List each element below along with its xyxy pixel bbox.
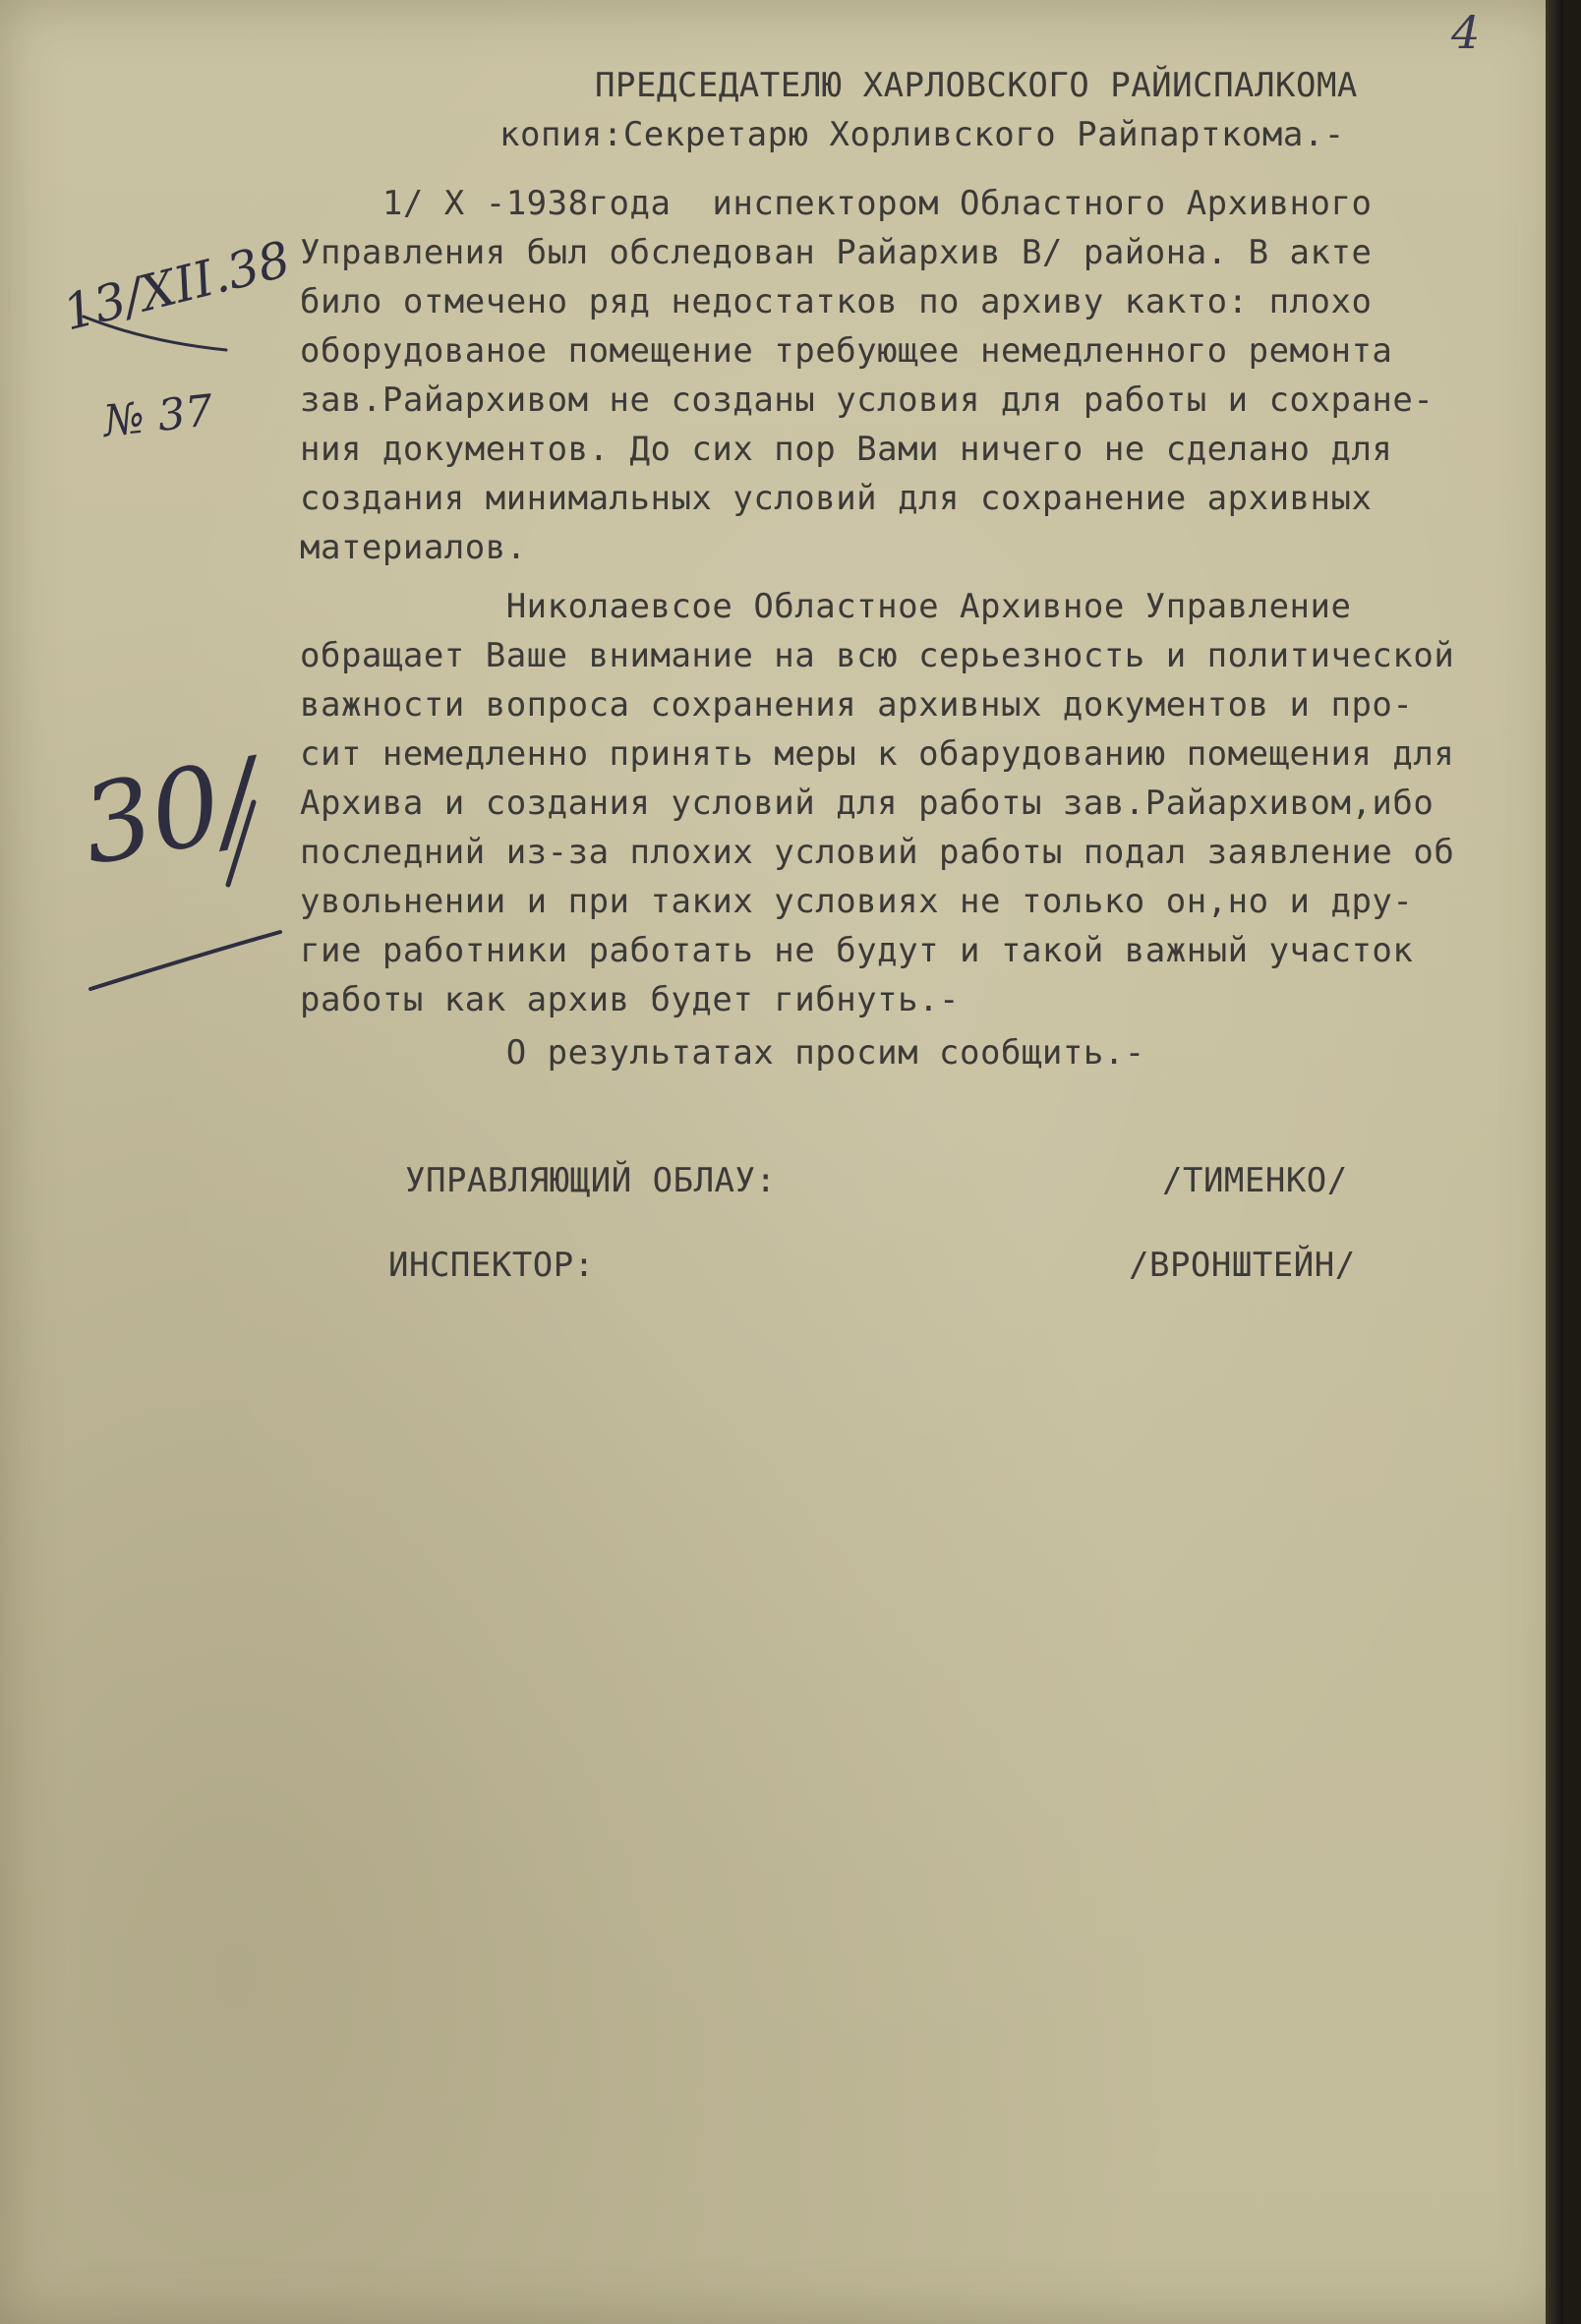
paragraph-2-line: гие работники работать не будут и такой важный участок — [300, 931, 1414, 970]
paragraph-1-line: 1/ Х -1938года инспектором Областного Архивного — [300, 184, 1373, 223]
paragraph-2-line: увольнении и при таких условиях не только он,но и дру- — [300, 882, 1414, 921]
page-edge-shadow — [1546, 0, 1563, 2324]
signature-name: /ВРОНШТЕЙН/ — [1129, 1246, 1356, 1285]
paragraph-2-line: обращает Ваше внимание на всю серьезность и политической — [300, 636, 1455, 675]
paragraph-1-line: создания минимальных условий для сохранение архивных — [300, 479, 1373, 518]
paragraph-2-line: Архива и создания условий для работы зав.Райархивом,ибо — [300, 784, 1435, 823]
paragraph-2-line: Николаевсое Областное Архивное Управление — [300, 587, 1352, 626]
header-line-2: копия:Секретарю Хорливского Райпарткома.- — [499, 115, 1345, 154]
margin-note-date: 13/XII.38 — [57, 230, 296, 342]
header-line-1: ПРЕДСЕДАТЕЛЮ ХАРЛОВСКОГО РАЙИСПАЛКОМА — [595, 66, 1358, 105]
signature-name: /ТИМЕНКО/ — [1162, 1161, 1348, 1200]
margin-note-large: 30/ — [73, 734, 266, 890]
paragraph-2-line: важности вопроса сохранения архивных документов и про- — [300, 685, 1414, 725]
handwritten-underline — [90, 932, 280, 989]
paragraph-1-line: ния документов. До сих пор Вами ничего не сделано для — [300, 430, 1393, 469]
signature-role: ИНСПЕКТОР: — [388, 1246, 595, 1285]
signature-role: УПРАВЛЯЮЩИЙ ОБЛАУ: — [405, 1161, 777, 1200]
paragraph-1-line: оборудованое помещение требующее немедленного ремонта — [300, 331, 1393, 371]
closing-line: О результатах просим сообщить.- — [300, 1033, 1145, 1073]
page-number: 4 — [1451, 6, 1481, 59]
paragraph-1-line: материалов. — [300, 528, 527, 567]
margin-note-number: № 37 — [100, 385, 215, 447]
paragraph-1-line: било отмечено ряд недостатков по архиву както: плохо — [300, 282, 1373, 321]
paragraph-1-line: зав.Райархивом не созданы условия для работы и сохране- — [300, 380, 1435, 420]
paragraph-2-line: последний из-за плохих условий работы подал заявление об — [300, 833, 1455, 872]
paragraph-2-line: работы как архив будет гибнуть.- — [300, 980, 961, 1019]
paragraph-1-line: Управления был обследован Райархив В/ района. В акте — [300, 233, 1373, 272]
paragraph-2-line: сит немедленно принять меры к обарудованию помещения для — [300, 734, 1455, 774]
